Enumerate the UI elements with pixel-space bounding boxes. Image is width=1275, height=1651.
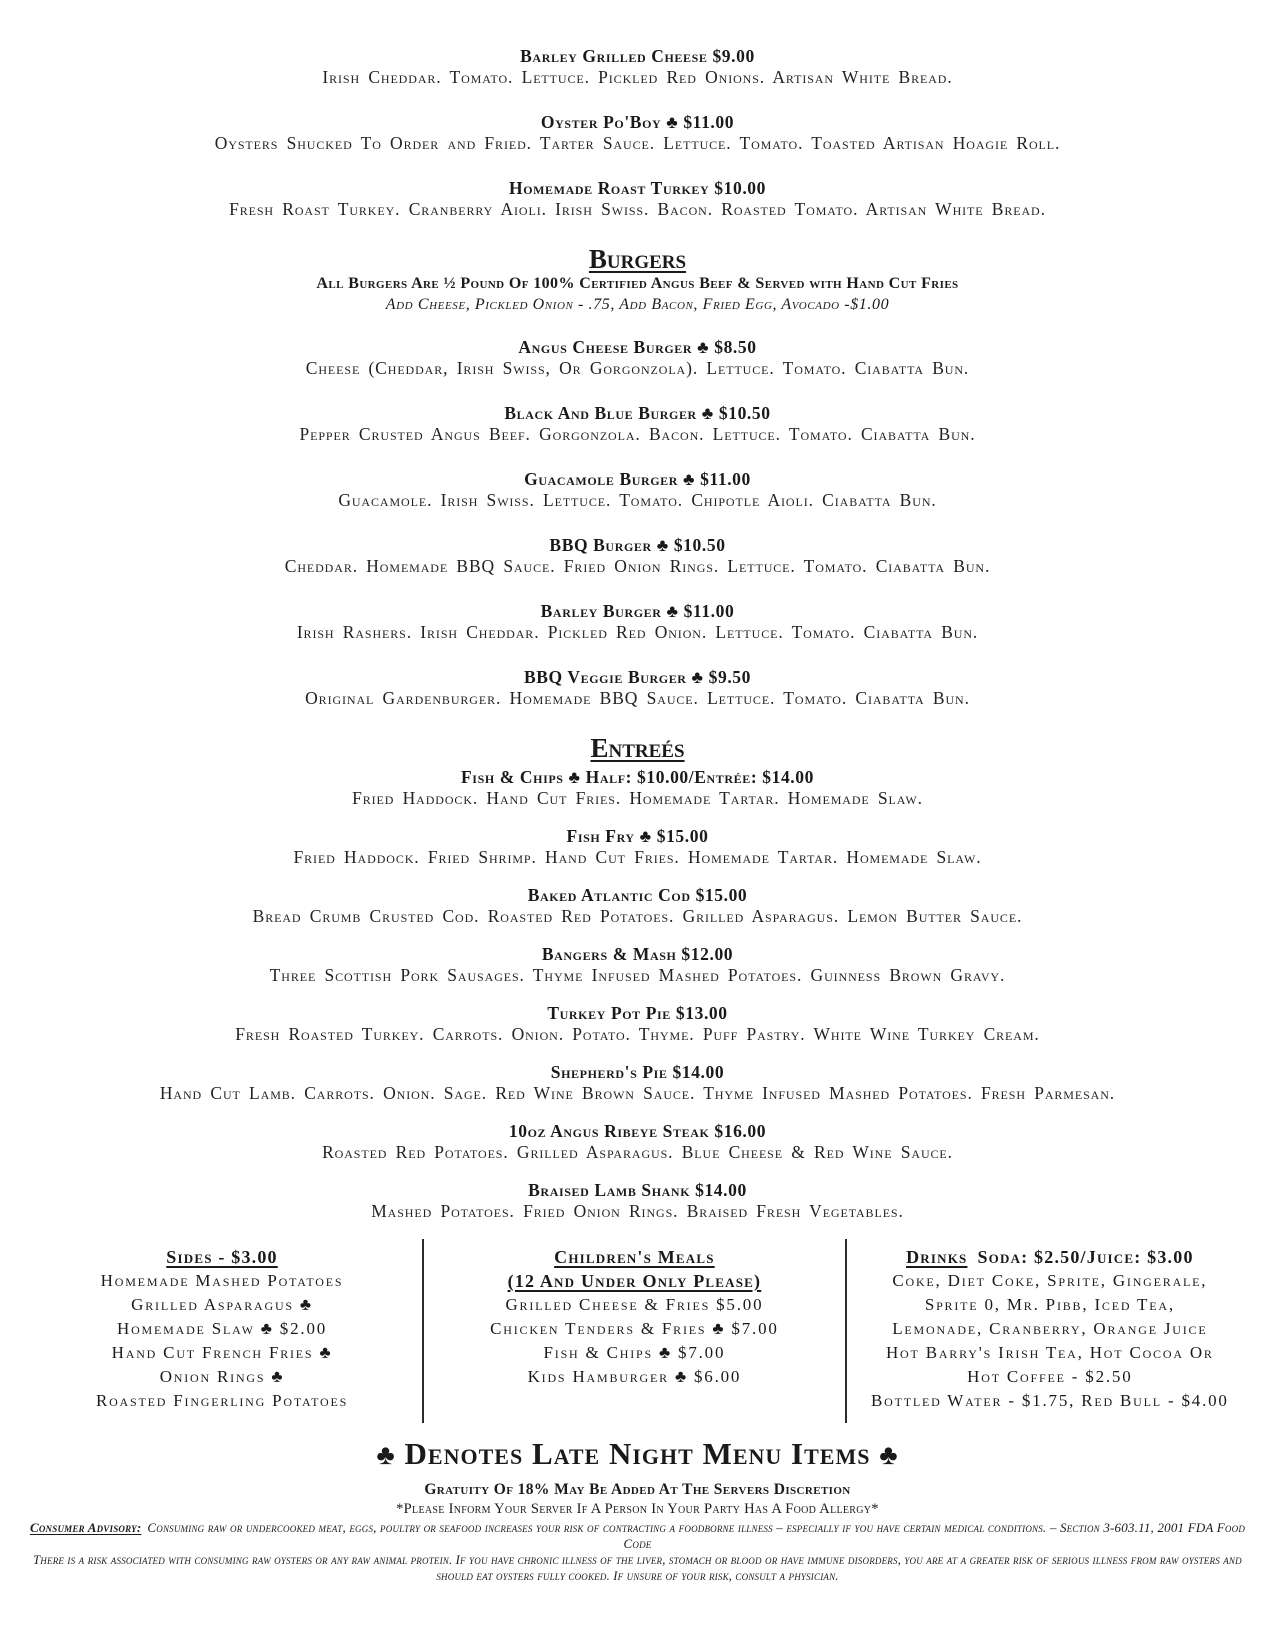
menu-item-name: Turkey Pot Pie $13.00 xyxy=(547,1003,728,1023)
menu-item-desc: Hand Cut Lamb. Carrots. Onion. Sage. Red Wine Brown Sauce. Thyme Infused Mashed Potatoes. Fresh Parmesan. xyxy=(159,1083,1116,1103)
shamrock-icon: ♣ xyxy=(697,337,710,357)
shamrock-icon: ♣ xyxy=(683,469,696,489)
shamrock-icon: ♣ xyxy=(639,826,652,846)
drinks-title: Drinks xyxy=(906,1247,968,1267)
menu-item-name: BBQ Burger ♣ $10.50 xyxy=(549,535,726,555)
menu-item-price: $16.00 xyxy=(714,1121,767,1141)
late-night-text: Denotes Late Night Menu Items xyxy=(404,1436,871,1471)
allergy-note: *Please Inform Your Server If A Person In Your Party Has A Food Allergy* xyxy=(396,1501,879,1517)
menu-item-name: Fish Fry ♣ $15.00 xyxy=(566,826,709,846)
menu-item-desc: Roasted Red Potatoes. Grilled Asparagus. Blue Cheese & Red Wine Sauce. xyxy=(322,1142,953,1162)
menu-item-desc: Three Scottish Pork Sausages. Thyme Infused Mashed Potatoes. Guinness Brown Gravy. xyxy=(269,965,1006,985)
column-line: Kids Hamburger ♣ $6.00 xyxy=(527,1367,742,1386)
entree-items xyxy=(22,767,1253,1222)
sides-title: Sides - $3.00 xyxy=(166,1247,278,1267)
menu-item-price: $14.00 xyxy=(695,1180,747,1200)
menu-item-price: $9.50 xyxy=(708,667,751,687)
menu-item-desc: Fresh Roast Turkey. Cranberry Aioli. Irish Swiss. Bacon. Roasted Tomato. Artisan White Bread. xyxy=(229,199,1046,219)
menu-item-desc: Cheese (Cheddar, Irish Swiss, Or Gorgonzola). Lettuce. Tomato. Ciabatta Bun. xyxy=(305,358,970,378)
menu-item-price: $11.00 xyxy=(700,469,751,489)
menu-item-desc: Pepper Crusted Angus Beef. Gorgonzola. Bacon. Lettuce. Tomato. Ciabatta Bun. xyxy=(299,424,976,444)
burgers-section-title: Burgers xyxy=(588,244,687,274)
menu-item-name: Fish & Chips ♣ Half: $10.00/Entrée: $14.00 xyxy=(461,767,814,787)
menu-item-name: 10oz Angus Ribeye Steak $16.00 xyxy=(508,1121,767,1141)
menu-item xyxy=(22,826,1253,868)
column-line: Homemade Slaw ♣ $2.00 xyxy=(117,1319,328,1338)
menu-item xyxy=(22,1003,1253,1045)
menu-item-price: $10.00 xyxy=(714,178,766,198)
menu-item-name: Barley Burger ♣ $11.00 xyxy=(540,601,735,621)
menu-item xyxy=(22,601,1253,643)
menu-item-name: Angus Cheese Burger ♣ $8.50 xyxy=(518,337,757,357)
menu-item xyxy=(22,535,1253,577)
menu-item xyxy=(22,337,1253,379)
column-line: Sprite 0, Mr. Pibb, Iced Tea, xyxy=(924,1295,1175,1314)
burgers-note: All Burgers Are ½ Pound Of 100% Certified Angus Beef & Served with Hand Cut Fries xyxy=(316,275,959,292)
consumer-advisory-label: Consumer Advisory: xyxy=(29,1520,142,1535)
shamrock-icon: ♣ xyxy=(879,1440,899,1471)
shamrock-icon: ♣ xyxy=(701,403,714,423)
menu-item xyxy=(22,1121,1253,1163)
column-line: Chicken Tenders & Fries ♣ $7.00 xyxy=(490,1319,779,1338)
shamrock-icon: ♣ xyxy=(376,1440,396,1471)
column-line: Homemade Mashed Potatoes xyxy=(100,1271,344,1290)
childrens-meals-column xyxy=(422,1239,847,1423)
consumer-advisory xyxy=(22,1520,1253,1552)
menu-item-name: Homemade Roast Turkey $10.00 xyxy=(508,178,766,198)
menu-item-price: $15.00 xyxy=(656,826,709,846)
column-line: Onion Rings ♣ xyxy=(159,1367,285,1386)
menu-item xyxy=(22,178,1253,220)
menu-item-desc: Guacamole. Irish Swiss. Lettuce. Tomato. Chipotle Aioli. Ciabatta Bun. xyxy=(338,490,937,510)
column-line: Hot Coffee - $2.50 xyxy=(967,1367,1133,1386)
menu-item xyxy=(22,1062,1253,1104)
late-night-note xyxy=(22,1435,1253,1475)
menu-item-desc: Fried Haddock. Fried Shrimp. Hand Cut Fries. Homemade Tartar. Homemade Slaw. xyxy=(293,847,982,867)
menu-item xyxy=(22,885,1253,927)
column-line: Hot Barry's Irish Tea, Hot Cocoa Or xyxy=(885,1343,1214,1362)
menu-item-price: $8.50 xyxy=(714,337,757,357)
childrens-meals-title: Children's Meals xyxy=(554,1247,715,1267)
menu-item-name: BBQ Veggie Burger ♣ $9.50 xyxy=(523,667,751,687)
sides-column xyxy=(22,1239,422,1423)
drinks-price-note: Soda: $2.50/Juice: $3.00 xyxy=(977,1247,1194,1267)
shamrock-icon: ♣ xyxy=(656,535,669,555)
column-line: Grilled Asparagus ♣ xyxy=(131,1295,313,1314)
menu-item-price: $13.00 xyxy=(675,1003,728,1023)
menu-section-entrees xyxy=(22,733,1253,1222)
burger-items xyxy=(22,337,1253,709)
menu-item-name: Black And Blue Burger ♣ $10.50 xyxy=(504,403,771,423)
menu-item-desc: Cheddar. Homemade BBQ Sauce. Fried Onion Rings. Lettuce. Tomato. Ciabatta Bun. xyxy=(284,556,991,576)
menu-item xyxy=(22,469,1253,511)
childrens-meals-lines xyxy=(430,1293,839,1389)
column-line: Lemonade, Cranberry, Orange Juice xyxy=(892,1319,1208,1338)
burgers-addons-note: Add Cheese, Pickled Onion - .75, Add Bacon, Fried Egg, Avocado -$1.00 xyxy=(385,296,890,313)
oyster-advisory: There is a risk associated with consuming raw oysters or any raw animal protein. If you have chronic illness of the liver, stomach or blood or have immune disorders, you are at a greater risk of serious illness from raw oysters and should eat oysters fully cooked. If unsure of your risk, consult a physician. xyxy=(33,1553,1242,1583)
menu-item xyxy=(22,944,1253,986)
menu-item-name: Guacamole Burger ♣ $11.00 xyxy=(524,469,751,489)
shamrock-icon: ♣ xyxy=(568,767,581,787)
menu-item xyxy=(22,403,1253,445)
menu-item-name: Shepherd's Pie $14.00 xyxy=(550,1062,725,1082)
menu-item-name: Oyster Po'Boy ♣ $11.00 xyxy=(540,112,735,132)
shamrock-icon: ♣ xyxy=(691,667,704,687)
menu-item xyxy=(22,1180,1253,1222)
menu-item xyxy=(22,112,1253,154)
column-line: Hand Cut French Fries ♣ xyxy=(111,1343,333,1362)
menu-item-price: $10.50 xyxy=(718,403,771,423)
drinks-title-line xyxy=(853,1245,1247,1269)
sides-lines xyxy=(28,1269,416,1413)
menu-item-desc: Irish Rashers. Irish Cheddar. Pickled Red Onion. Lettuce. Tomato. Ciabatta Bun. xyxy=(296,622,979,642)
column-line: Roasted Fingerling Potatoes xyxy=(95,1391,349,1410)
menu-item-desc: Fried Haddock. Hand Cut Fries. Homemade Tartar. Homemade Slaw. xyxy=(352,788,923,808)
menu-item xyxy=(22,767,1253,809)
shamrock-icon: ♣ xyxy=(666,112,679,132)
column-line: Coke, Diet Coke, Sprite, Gingerale, xyxy=(892,1271,1208,1290)
menu-item-desc: Mashed Potatoes. Fried Onion Rings. Braised Fresh Vegetables. xyxy=(371,1201,904,1221)
drinks-column xyxy=(847,1239,1253,1423)
menu-item-price: $9.00 xyxy=(712,46,755,66)
consumer-advisory-text: Consuming raw or undercooked meat, eggs, poultry or seafood increases your risk of contracting a foodborne illness – especially if you have certain medical conditions. – Section 3-603.11, 2001 FDA Food Code xyxy=(147,1520,1246,1551)
menu-item-name: Barley Grilled Cheese $9.00 xyxy=(520,46,755,66)
menu-item-price: $11.00 xyxy=(683,112,735,132)
menu-item-desc: Oysters Shucked To Order and Fried. Tarter Sauce. Lettuce. Tomato. Toasted Artisan Hoagie Roll. xyxy=(214,133,1061,153)
menu-item-desc: Original Gardenburger. Homemade BBQ Sauce. Lettuce. Tomato. Ciabatta Bun. xyxy=(305,688,970,708)
menu-item-price: Half: $10.00/Entrée: $14.00 xyxy=(585,767,814,787)
entrees-section-title: Entreés xyxy=(590,733,685,763)
drinks-lines xyxy=(853,1269,1247,1413)
menu-item xyxy=(22,667,1253,709)
menu-item-desc: Fresh Roasted Turkey. Carrots. Onion. Potato. Thyme. Puff Pastry. White Wine Turkey Cream. xyxy=(235,1024,1040,1044)
menu-item-price: $12.00 xyxy=(681,944,734,964)
bottom-columns xyxy=(22,1239,1253,1423)
menu-item-price: $15.00 xyxy=(695,885,748,905)
menu-item-price: $14.00 xyxy=(672,1062,725,1082)
menu-item-name: Bangers & Mash $12.00 xyxy=(541,944,734,964)
menu-item-name: Braised Lamb Shank $14.00 xyxy=(528,1180,747,1200)
menu-item-desc: Bread Crumb Crusted Cod. Roasted Red Potatoes. Grilled Asparagus. Lemon Butter Sauce. xyxy=(252,906,1023,926)
gratuity-note: Gratuity Of 18% May Be Added At The Servers Discretion xyxy=(424,1481,851,1498)
column-line: Grilled Cheese & Fries $5.00 xyxy=(505,1295,764,1314)
childrens-meals-subtitle: (12 And Under Only Please) xyxy=(507,1271,762,1291)
menu-item xyxy=(22,46,1253,88)
menu-item-price: $11.00 xyxy=(683,601,735,621)
menu-item-name: Baked Atlantic Cod $15.00 xyxy=(527,885,748,905)
shamrock-icon: ♣ xyxy=(666,601,679,621)
menu-item-price: $10.50 xyxy=(673,535,726,555)
sandwich-items xyxy=(22,46,1253,220)
column-line: Fish & Chips ♣ $7.00 xyxy=(543,1343,726,1362)
column-line: Bottled Water - $1.75, Red Bull - $4.00 xyxy=(870,1391,1229,1410)
menu-item-desc: Irish Cheddar. Tomato. Lettuce. Pickled Red Onions. Artisan White Bread. xyxy=(322,67,953,87)
menu-section-burgers xyxy=(22,244,1253,709)
